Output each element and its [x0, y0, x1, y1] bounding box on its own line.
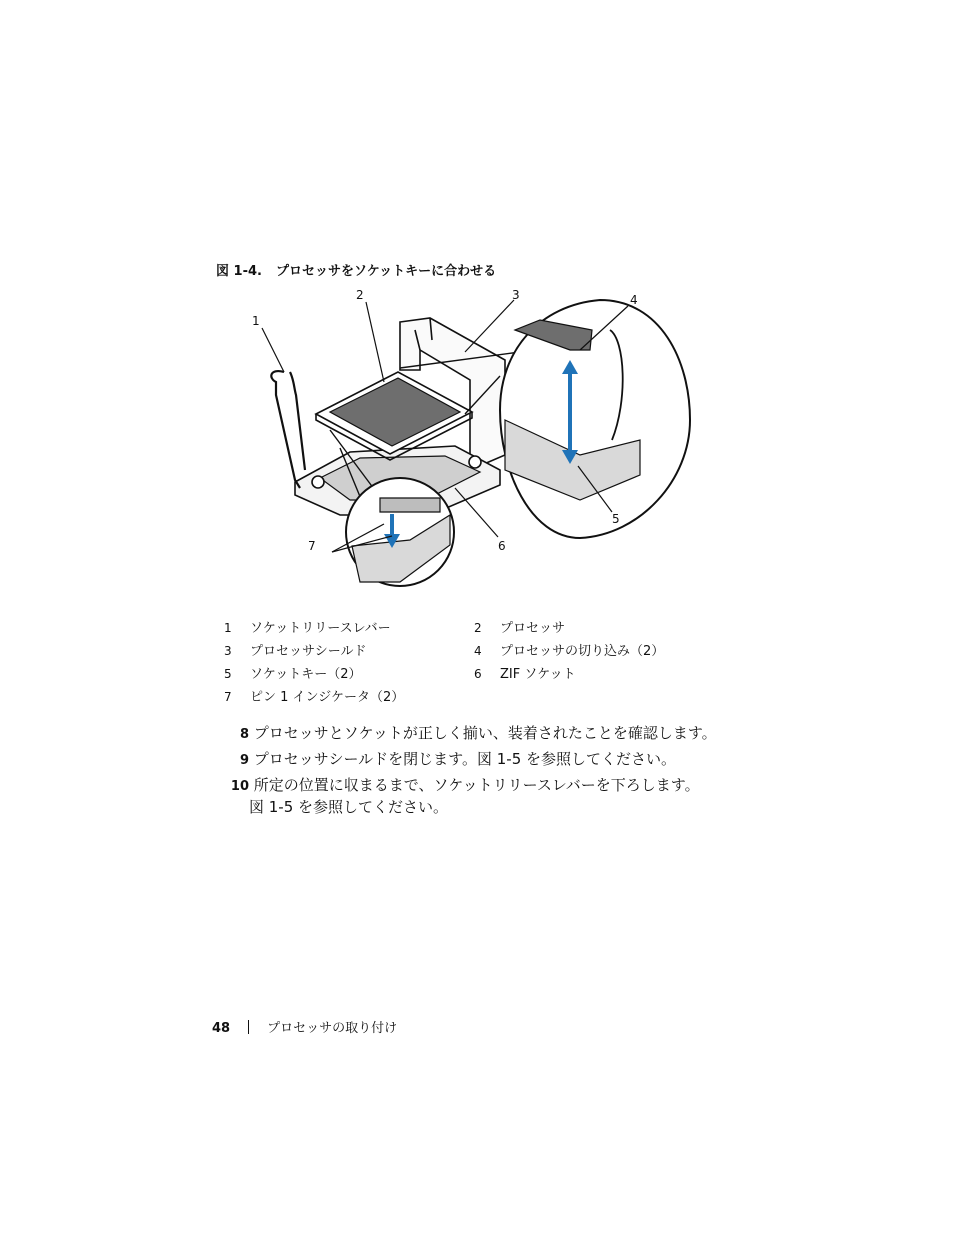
step-8: 8 プロセッサとソケットが正しく揃い、装着されたことを確認します。 — [239, 724, 717, 742]
callout-5: 5 — [612, 512, 620, 526]
page-footer — [212, 1017, 397, 1036]
legend-item: 4 プロセッサの切り込み（2） — [474, 644, 665, 659]
figure-title: プロセッサをソケットキーに合わせる — [275, 264, 497, 279]
socket-release-lever — [271, 371, 305, 488]
legend-item: 6 ZIF ソケット — [474, 667, 576, 682]
legend-item: 7 ピン 1 インジケータ（2） — [224, 690, 405, 705]
callout-7: 7 — [308, 539, 316, 553]
inset-pin1-indicator — [346, 478, 454, 586]
legend-item: 3 プロセッサシールド — [224, 644, 367, 659]
step-9: 9 プロセッサシールドを閉じます。図 1-5 を参照してください。 — [239, 750, 677, 768]
legend-item: 5 ソケットキー（2） — [224, 667, 362, 682]
callout-4: 4 — [630, 293, 638, 307]
footer-divider — [248, 1020, 249, 1034]
callout-2: 2 — [356, 288, 364, 302]
section-title: プロセッサの取り付け — [267, 1021, 398, 1036]
page-number: 48 — [212, 1021, 231, 1036]
step-10: 10 所定の位置に収まるまで、ソケットリリースレバーを下ろします。 図 1-5 を参照してください。 — [230, 776, 700, 816]
figure-number: 図 1-4. — [216, 264, 262, 279]
callout-1: 1 — [252, 314, 260, 328]
callout-6: 6 — [498, 539, 506, 553]
legend-item: 1 ソケットリリースレバー — [224, 621, 391, 636]
legend-item: 2 プロセッサ — [474, 621, 566, 636]
callout-3: 3 — [512, 288, 520, 302]
